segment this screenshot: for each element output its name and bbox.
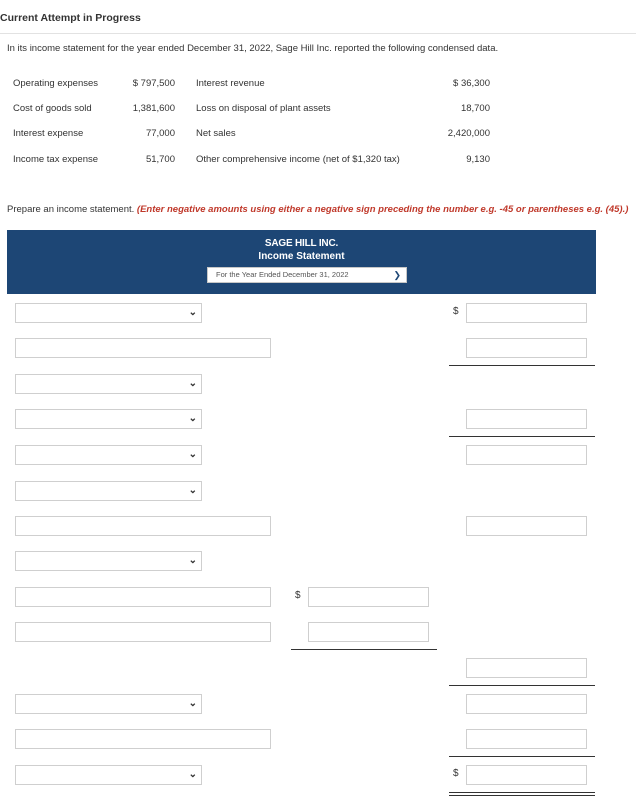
given-label-2: Net sales xyxy=(196,128,236,139)
chevron-down-icon: ⌄ xyxy=(188,555,197,566)
chevron-down-icon: ⌄ xyxy=(188,698,197,709)
currency-symbol: $ xyxy=(295,590,301,601)
account-select[interactable] xyxy=(15,481,202,501)
currency-symbol: $ xyxy=(453,306,459,317)
amount-input[interactable] xyxy=(466,694,587,714)
double-underline xyxy=(449,792,595,793)
amount-input[interactable] xyxy=(466,765,587,785)
chevron-down-icon: ⌄ xyxy=(188,485,197,496)
account-select[interactable] xyxy=(15,409,202,429)
account-text-input[interactable] xyxy=(15,729,271,749)
problem-intro: In its income statement for the year ended December 31, 2022, Sage Hill Inc. reported the following condensed data. xyxy=(7,43,499,54)
underline xyxy=(449,365,595,366)
account-text-input[interactable] xyxy=(15,338,271,358)
amount-input[interactable] xyxy=(466,516,587,536)
currency-symbol: $ xyxy=(453,768,459,779)
chevron-down-icon: ⌄ xyxy=(188,769,197,780)
amount-input[interactable] xyxy=(466,658,587,678)
amount-input[interactable] xyxy=(466,303,587,323)
given-label: Cost of goods sold xyxy=(13,103,92,114)
given-label: Income tax expense xyxy=(13,154,99,165)
underline xyxy=(449,685,595,686)
amount-input[interactable] xyxy=(466,409,587,429)
double-underline xyxy=(449,795,595,796)
given-label-2: Other comprehensive income (net of $1,320 tax) xyxy=(196,154,400,165)
given-label-2: Loss on disposal of plant assets xyxy=(196,103,331,114)
account-select[interactable] xyxy=(15,303,202,323)
account-select[interactable] xyxy=(15,694,202,714)
period-select[interactable] xyxy=(207,267,407,283)
account-select[interactable] xyxy=(15,765,202,785)
attempt-status: Current Attempt in Progress xyxy=(0,12,141,24)
underline xyxy=(291,649,437,650)
amount-input[interactable] xyxy=(466,338,587,358)
period-select-value: For the Year Ended December 31, 2022 xyxy=(216,270,349,279)
given-value-2: 18,700 xyxy=(460,103,490,114)
given-value: 77,000 xyxy=(145,128,175,139)
chevron-down-icon: ⌄ xyxy=(188,413,197,424)
chevron-down-icon: ⌄ xyxy=(188,449,197,460)
instruction-text: Prepare an income statement. xyxy=(7,204,135,215)
given-label: Interest expense xyxy=(13,128,84,139)
given-value-2: $ 36,300 xyxy=(453,78,490,89)
chevron-down-icon: ⌄ xyxy=(188,378,197,389)
given-value-2: 9,130 xyxy=(466,154,490,165)
underline xyxy=(449,756,595,757)
given-value: $ 797,500 xyxy=(132,78,175,89)
company-name: SAGE HILL INC. xyxy=(264,238,339,249)
statement-header xyxy=(7,230,596,294)
account-select[interactable] xyxy=(15,374,202,394)
given-value-2: 2,420,000 xyxy=(447,128,490,139)
statement-title: Income Statement xyxy=(258,251,345,262)
account-select[interactable] xyxy=(15,551,202,571)
given-label-2: Interest revenue xyxy=(196,78,265,89)
account-select[interactable] xyxy=(15,445,202,465)
account-text-input[interactable] xyxy=(15,516,271,536)
instruction-note: (Enter negative amounts using either a negative sign preceding the number e.g. -45 or parentheses e.g. (45).) xyxy=(136,204,629,215)
account-text-input[interactable] xyxy=(15,587,271,607)
chevron-down-icon: ⌄ xyxy=(188,307,197,318)
divider xyxy=(0,33,636,34)
amount-input[interactable] xyxy=(466,445,587,465)
amount-input[interactable] xyxy=(308,622,429,642)
amount-input[interactable] xyxy=(466,729,587,749)
chevron-down-icon: ❯ xyxy=(393,270,401,280)
instructions xyxy=(7,204,628,215)
account-text-input[interactable] xyxy=(15,622,271,642)
amount-input[interactable] xyxy=(308,587,429,607)
underline xyxy=(449,436,595,437)
given-value: 1,381,600 xyxy=(132,103,175,114)
given-label: Operating expenses xyxy=(13,78,99,89)
given-value: 51,700 xyxy=(145,154,175,165)
